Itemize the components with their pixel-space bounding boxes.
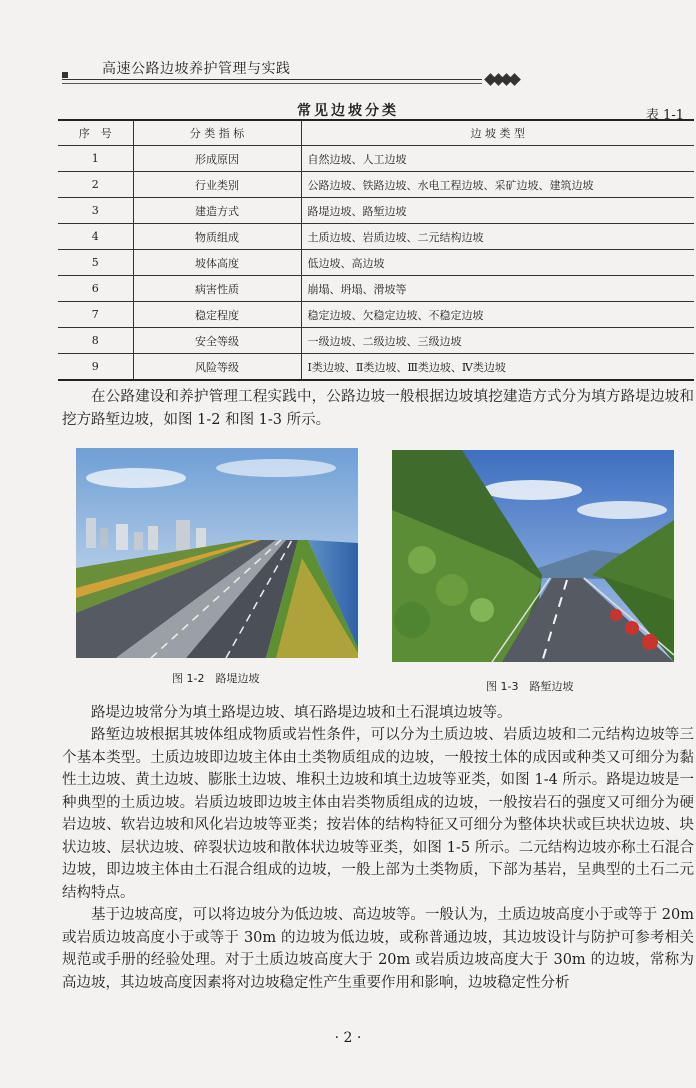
table-row [58,276,694,302]
cell-index: 2 [58,172,133,198]
cell-criterion: 安全等级 [133,328,301,354]
cell-index: 4 [58,224,133,250]
figure-caption-1-2: 图 1-2 路堤边坡 [172,672,260,685]
header-rule [62,79,482,80]
table-row [58,302,694,328]
cell-types: 一级边坡、二级边坡、三级边坡 [301,328,694,354]
cell-types: 土质边坡、岩质边坡、二元结构边坡 [301,224,694,250]
figure-cutting-slope [392,450,674,662]
paragraph-1: 在公路建设和养护管理工程实践中，公路边坡一般根据边坡填挖建造方式分为填方路堤边坡和挖方路堑边坡，如图 1-2 和图 1-3 所示。 [62,389,694,428]
table-row [58,328,694,354]
cell-index: 7 [58,302,133,328]
cell-types: 稳定边坡、欠稳定边坡、不稳定边坡 [301,302,694,328]
figure-embankment-slope [76,448,358,658]
paragraph-3: 路堑边坡根据其坡体组成物质或岩性条件，可以分为土质边坡、岩质边坡和二元结构边坡等三个基本类型。土质边坡即边坡主体由土类物质组成的边坡，一般按土体的成因或种类又可细分为黏性土边坡、黄土边坡、膨胀土边坡、堆积土边坡和填土边坡等亚类，如图 1-4 所示。路堤边坡是一种典型的土质边坡。岩质边坡即边坡主体由岩类物质组成的边坡，一般按岩石的强度又可细分为硬岩边坡、软岩边坡和风化岩边坡等亚类；按岩体的结构特征又可细分为整体块状或巨块状边坡、块状边坡、层状边坡、碎裂状边坡和散体状边坡等亚类，如图 1-5 所示。二元结构边坡亦称土石混合边坡，即边坡主体由土石混合组成的边坡，一般上部为土类物质，下部为基岩，呈典型的土石二元结构特点。 [62,727,694,901]
table-row [58,172,694,198]
page-number: · 2 · [334,1030,362,1046]
cell-index: 5 [58,250,133,276]
cell-criterion: 病害性质 [133,276,301,302]
table-row [58,198,694,224]
table-row [58,224,694,250]
slope-classification-table [58,119,694,381]
book-title: 高速公路边坡养护管理与实践 [102,61,291,77]
cell-index: 1 [58,146,133,172]
header-rule-thin [62,83,482,84]
cell-index: 8 [58,328,133,354]
cell-index: 9 [58,354,133,381]
header-mark [62,72,68,78]
cell-types: 路堤边坡、路堑边坡 [301,198,694,224]
table-header-row [58,120,694,146]
figure-caption-1-3: 图 1-3 路堑边坡 [486,680,574,693]
cell-criterion: 风险等级 [133,354,301,381]
cell-criterion: 建造方式 [133,198,301,224]
cell-criterion: 坡体高度 [133,250,301,276]
table-number: 表 1-1 [645,108,684,123]
paragraph-2: 路堤边坡常分为填土路堤边坡、填石路堤边坡和土石混填边坡等。 [91,705,512,721]
cell-types: 公路边坡、铁路边坡、水电工程边坡、采矿边坡、建筑边坡 [301,172,694,198]
column-header: 边 坡 类 型 [301,120,694,146]
cell-criterion: 形成原因 [133,146,301,172]
cell-types: 自然边坡、人工边坡 [301,146,694,172]
paragraph-4: 基于边坡高度，可以将边坡分为低边坡、高边坡等。一般认为，土质边坡高度小于或等于 20m 或岩质边坡高度小于或等于 30m 的边坡为低边坡，或称普通边坡，其边坡设计与防护可参考相关规范或手册的经验处理。对于土质边坡高度大于 20m 或岩质边坡高度大于 30m 的边坡，常称为高边坡，其边坡高度因素将对边坡稳定性产生重要作用和影响，边坡稳定性分析 [62,907,694,991]
cell-index: 6 [58,276,133,302]
table-row [58,250,694,276]
cell-criterion: 稳定程度 [133,302,301,328]
cell-types: 崩塌、坍塌、滑坡等 [301,276,694,302]
table-row [58,354,694,381]
cell-types: Ⅰ类边坡、Ⅱ类边坡、Ⅲ类边坡、Ⅳ类边坡 [301,354,694,381]
diamond-ornament-icon [486,72,526,86]
cell-index: 3 [58,198,133,224]
cell-criterion: 行业类别 [133,172,301,198]
column-header: 序 号 [58,120,133,146]
cell-criterion: 物质组成 [133,224,301,250]
table-title: 常见边坡分类 [297,103,399,119]
column-header: 分 类 指 标 [133,120,301,146]
cell-types: 低边坡、高边坡 [301,250,694,276]
table-row [58,146,694,172]
